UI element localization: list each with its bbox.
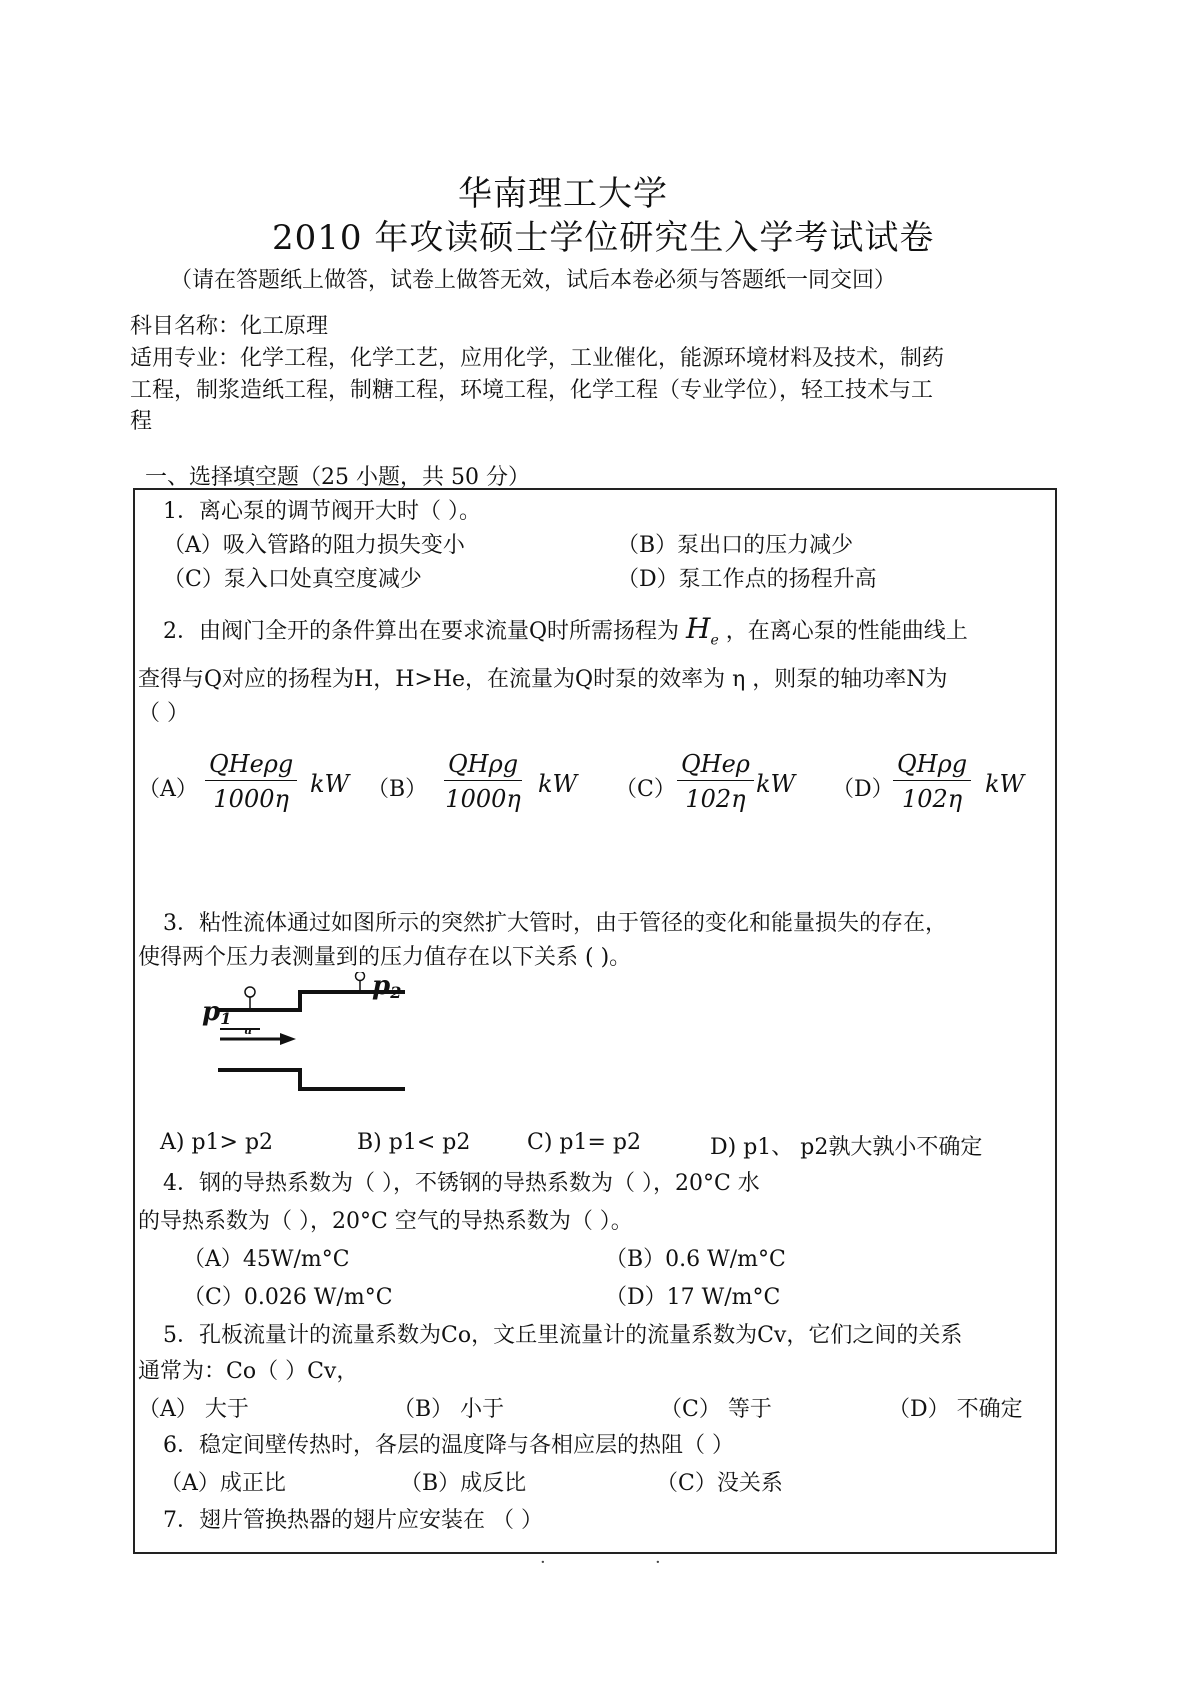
q2-option-d-unit: kW	[985, 770, 1025, 798]
q5-option-c: （C） 等于	[660, 1397, 772, 1422]
q4-option-b: （B）0.6 W/m°C	[605, 1247, 786, 1272]
q3-line-1: 3．粘性流体通过如图所示的突然扩大管时，由于管径的变化和能量损失的存在，	[163, 911, 947, 936]
majors-line-2: 工程，制浆造纸工程，制糖工程，环境工程，化学工程（专业学位），轻工技术与工	[130, 378, 934, 403]
majors-line-1: 适用专业：化学工程，化学工艺，应用化学，工业催化，能源环境材料及技术，制药	[130, 346, 945, 371]
q4-option-d: （D）17 W/m°C	[605, 1285, 781, 1310]
university-title: 华南理工大学	[458, 174, 668, 214]
q6-option-c: （C）没关系	[656, 1471, 783, 1496]
q2-option-c-unit: kW	[756, 770, 796, 798]
q5-option-d: （D） 不确定	[888, 1397, 1023, 1422]
q3-option-c: C) p1= p2	[527, 1130, 641, 1155]
q2-option-b-denominator: 1000η	[445, 785, 521, 813]
q7-stem: 7．翅片管换热器的翅片应安装在 （ ）	[163, 1508, 543, 1533]
q2-option-c-denominator: 102η	[685, 785, 746, 813]
q1-option-a: （A）吸入管路的阻力损失变小	[163, 533, 465, 558]
q3-line-2: 使得两个压力表测量到的压力值存在以下关系 ( )。	[138, 945, 632, 970]
q2-option-b-numerator: QHρg	[444, 750, 522, 781]
q2-option-a-unit: kW	[310, 770, 350, 798]
q2-option-c-label: （C）	[615, 777, 676, 802]
q2-line-1-post: ，在离心泵的性能曲线上	[725, 619, 968, 644]
q2-answer-blank: （ ）	[138, 701, 189, 726]
q3-option-b: B) p1< p2	[357, 1130, 471, 1155]
q2-he-symbol: $H_e$	[686, 612, 719, 649]
q2-option-d-numerator: QHρg	[893, 750, 971, 781]
pipe-lower-wall	[218, 1070, 405, 1089]
q1-option-d: （D）泵工作点的扬程升高	[617, 567, 877, 592]
q2-option-a-denominator: 1000η	[213, 785, 289, 813]
q2-option-c-numerator: QHeρ	[677, 750, 754, 781]
q2-option-b-unit: kW	[538, 770, 578, 798]
fig-label-p1: p1	[202, 997, 232, 1028]
q4-option-c: （C）0.026 W/m°C	[183, 1285, 393, 1310]
q5-line-1: 5．孔板流量计的流量系数为Co，文丘里流量计的流量系数为Cv，它们之间的关系	[163, 1323, 963, 1348]
pressure-gauge-2	[356, 972, 365, 992]
q4-option-a: （A）45W/m°C	[183, 1247, 350, 1272]
scan-mark-right: ·	[655, 1552, 661, 1573]
q2-option-a-fraction	[205, 750, 297, 813]
q2-option-a-numerator: QHeρg	[205, 750, 297, 781]
q1-stem: 1．离心泵的调节阀开大时（ ）。	[163, 499, 481, 524]
flow-arrow-icon	[220, 1029, 296, 1045]
fig-label-p2: p2	[372, 972, 402, 1002]
q2-line-2: 查得与Q对应的扬程为H，H>He，在流量为Q时泵的效率为 η ，则泵的轴功率N为	[138, 667, 948, 692]
majors-line-3: 程	[130, 409, 153, 434]
pressure-gauge-1	[245, 987, 255, 1010]
subject-name: 科目名称：化工原理	[130, 314, 329, 339]
q6-option-a: （A）成正比	[160, 1471, 286, 1496]
q3-option-d: D) p1、 p2孰大孰小不确定	[710, 1135, 983, 1160]
scan-mark-left: ·	[540, 1552, 546, 1573]
q2-option-b-fraction	[444, 750, 522, 813]
flow-velocity-label: u	[244, 1024, 252, 1037]
q5-option-b: （B） 小于	[393, 1397, 505, 1422]
q6-stem: 6．稳定间壁传热时，各层的温度降与各相应层的热阻（ ）	[163, 1433, 734, 1458]
q6-option-b: （B）成反比	[400, 1471, 527, 1496]
q2-line-1-pre: 2．由阀门全开的条件算出在要求流量Q时所需扬程为	[163, 619, 680, 644]
q2-option-d-fraction	[893, 750, 971, 813]
q1-option-b: （B）泵出口的压力减少	[617, 533, 854, 558]
q4-line-1: 4．钢的导热系数为（ ），不锈钢的导热系数为（ ），20°C 水	[163, 1171, 760, 1196]
sudden-expansion-pipe-figure	[200, 972, 420, 1122]
q5-option-a: （A） 大于	[138, 1397, 249, 1422]
q2-option-c-fraction	[677, 750, 754, 813]
q3-option-a: A) p1> p2	[160, 1130, 274, 1155]
q2-line-1	[163, 612, 968, 649]
q5-line-2: 通常为：Co（ ）Cv，	[138, 1359, 359, 1384]
exam-title: 2010 年攻读硕士学位研究生入学考试试卷	[272, 218, 935, 258]
q2-option-d-denominator: 102η	[901, 785, 963, 813]
q1-option-c: （C）泵入口处真空度减少	[163, 567, 422, 592]
q4-line-2: 的导热系数为（ ），20°C 空气的导热系数为（ ）。	[138, 1209, 633, 1234]
q2-option-a-label: （A）	[138, 777, 198, 802]
section-heading: 一、选择填空题（25 小题，共 50 分）	[145, 465, 530, 490]
answer-instruction: （请在答题纸上做答，试卷上做答无效，试后本卷必须与答题纸一同交回）	[170, 268, 897, 293]
q2-option-b-label: （B）	[367, 777, 428, 802]
q2-option-d-label: （D）	[832, 777, 894, 802]
